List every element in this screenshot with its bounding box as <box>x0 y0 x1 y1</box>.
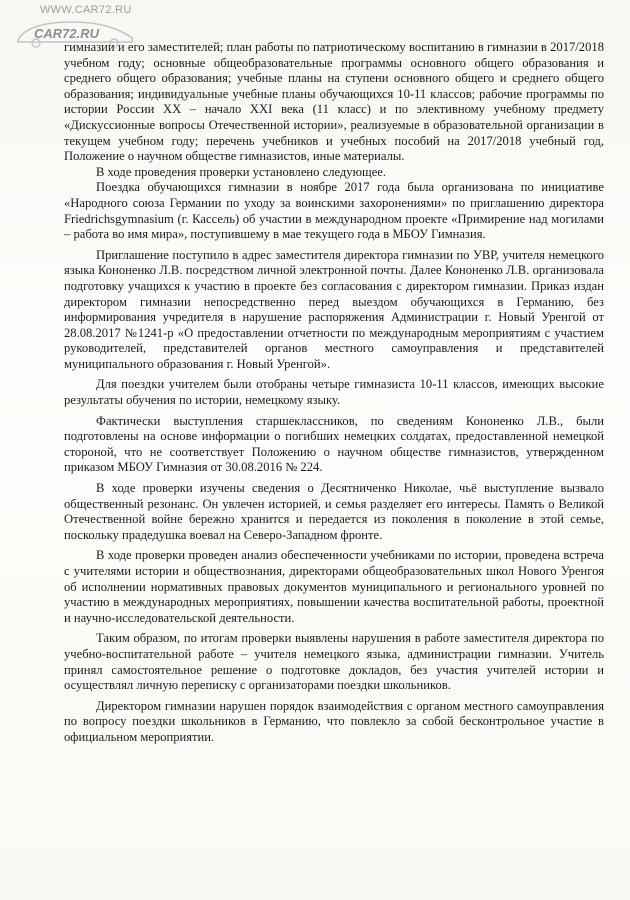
paragraph-presentations: Фактически выступления старшеклассников, по сведениям Кононенко Л.В., были подготовлены на основе информации о погибших немецких солдатах, предоставленной немецкой стороной, что не соответствует Положению о научном обществе гимназистов, утвержденном приказом МБОУ Гимназия от 30.08.2016 № 224. <box>64 413 604 475</box>
paragraph-findings-intro: В ходе проведения проверки установлено следующее. <box>96 164 387 179</box>
paragraph-invitation: Приглашение поступило в адрес заместителя директора гимназии по УВР, учителя немецкого языка Кононенко Л.В. посредством личной электронной почты. Далее Кононенко Л.В. организовала подготовку учащихся к участию в проекте без согласования с директором гимназии. Приказ издан директором гимназии непосредственно перед выездом обучающихся в Германию, без информирования учредителя в нарушение распоряжения Администрации г. Новый Уренгой от 28.08.2017 №1241-р «О предоставлении отчетности по международным мероприятиям с участием руководителей, представителей органов местного самоуправления и представителей муниципального образования г. Новый Уренгой». <box>64 247 604 371</box>
watermark-url: WWW.CAR72.RU <box>40 4 132 16</box>
paragraph-violations: Таким образом, по итогам проверки выявлены нарушения в работе заместителя директора по учебно-воспитательной работе – учителя немецкого языка, администрации гимназии. Учитель принял самостоятельное решение о подготовке докладов, без участия учителей истории и осуществлял личную переписку с организаторами поездки школьников. <box>64 631 604 693</box>
paragraph-materials-list: гимназии и его заместителей; план работы по патриотическому воспитанию в гимназии в 2017/2018 учебном году; основные общеобразовательные программы основного общего образования и среднего общего образования; учебные планы на ступени основного общего и среднего общего образования; индивидуальные учебные планы обучающихся 10-11 классов; рабочие программы по истории России XX – начало XXI века (11 класс) и по элективному учебному предмету «Дискуссионные вопросы Отечественной истории», реализуемые в образовательной организации в текущем учебном году; перечень учебников и учебных пособий на 2017/2018 учебный год, Положение о научном обществе гимназистов, иные материалы. <box>64 40 604 164</box>
paragraph-director-violation: Директором гимназии нарушен порядок взаимодействия с органом местного самоуправления по вопросу поездки школьников в Германию, что повлекло за собой бесконтрольное участие в официальном мероприятии. <box>64 698 604 744</box>
paragraph-students-selection: Для поездки учителем были отобраны четыре гимназиста 10-11 классов, имеющих высокие результаты обучения по истории, немецкому языку. <box>64 377 604 408</box>
watermark-logo-text: CAR72.RU <box>34 26 100 41</box>
document-body <box>64 40 604 746</box>
paragraph-analysis: В ходе проверки проведен анализ обеспеченности учебниками по истории, проведена встреча с учителями истории и обществознания, директорами общеобразовательных школ Нового Уренгоя об исполнении нормативных правовых документов муниципального и регионального уровней по участию в международных мероприятиях, повышении качества воспитательной работы, проектной и научно-исследовательской деятельности. <box>64 548 604 625</box>
paragraph-trip-organization: Поездка обучающихся гимназии в ноябре 2017 года была организована по инициативе «Народного союза Германии по уходу за воинскими захоронениями» по приглашению директора Friedrichsgymnasium (г. Кассель) об участии в международном проекте «Примирение над могилами – работа во имя мира», поступившему в мае текущего года в МБОУ Гимназия. <box>64 180 604 242</box>
paragraph-student-info: В ходе проверки изучены сведения о Десятниченко Николае, чьё выступление вызвало общественный резонанс. Он увлечен историей, и семья разделяет его интересы. Память о Великой Отечественной войне бережно хранится и передается из поколения в поколение в этой семье, поскольку прадедушка воевал на Северо-Западном фронте. <box>64 481 604 542</box>
